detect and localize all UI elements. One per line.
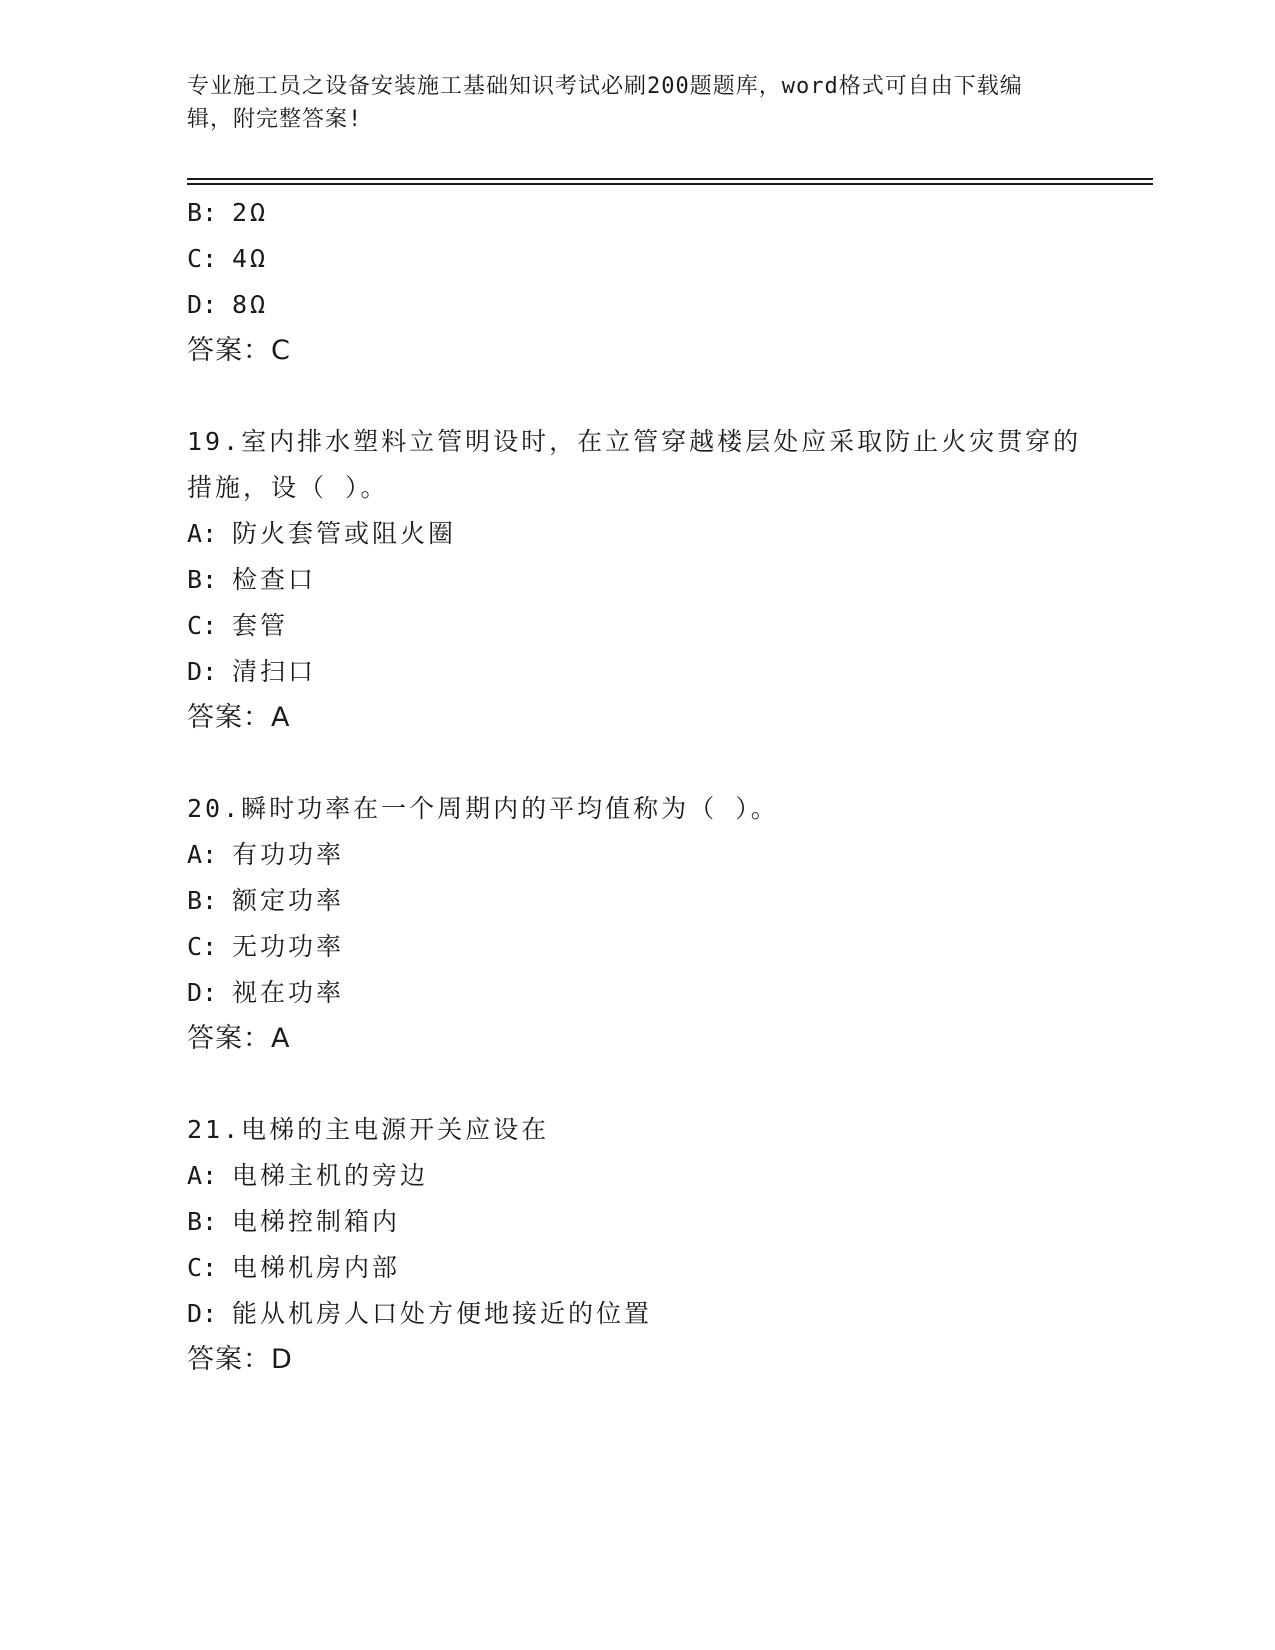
option-label: D: bbox=[187, 1299, 218, 1328]
option-text: 电梯机房内部 bbox=[232, 1253, 401, 1282]
option-label: D: bbox=[187, 657, 218, 686]
option-text: 4Ω bbox=[232, 244, 269, 273]
option-text: 有功功率 bbox=[232, 840, 345, 869]
question-title: 20.瞬时功率在一个周期内的平均值称为（ ）。 bbox=[187, 794, 779, 823]
option-label: B: bbox=[187, 565, 218, 594]
question-19 bbox=[187, 419, 1087, 741]
question-18-tail bbox=[187, 190, 1087, 374]
option-d bbox=[187, 970, 1087, 1016]
option-c bbox=[187, 603, 1087, 649]
option-text: 套管 bbox=[232, 611, 289, 640]
spacer bbox=[187, 1062, 1087, 1107]
option-label: D: bbox=[187, 978, 218, 1007]
option-text: 能从机房人口处方便地接近的位置 bbox=[232, 1299, 653, 1328]
option-label: A: bbox=[187, 1161, 218, 1190]
option-b bbox=[187, 557, 1087, 603]
answer-line: 答案：A bbox=[187, 1023, 291, 1054]
option-label: C: bbox=[187, 1253, 218, 1282]
option-label: C: bbox=[187, 244, 218, 273]
header-rule-bottom bbox=[187, 183, 1153, 185]
option-d bbox=[187, 282, 1087, 328]
option-b bbox=[187, 1199, 1087, 1245]
option-text: 防火套管或阻火圈 bbox=[232, 519, 457, 548]
option-c bbox=[187, 924, 1087, 970]
option-text: 8Ω bbox=[232, 290, 269, 319]
answer-line: 答案：C bbox=[187, 335, 291, 366]
option-text: 无功功率 bbox=[232, 932, 345, 961]
option-c bbox=[187, 236, 1087, 282]
question-title: 19.室内排水塑料立管明设时，在立管穿越楼层处应采取防止火灾贯穿的措施，设（ ）。 bbox=[187, 427, 1082, 502]
option-a bbox=[187, 832, 1087, 878]
question-21 bbox=[187, 1107, 1087, 1383]
option-label: C: bbox=[187, 932, 218, 961]
option-b bbox=[187, 190, 1087, 236]
option-b bbox=[187, 878, 1087, 924]
header-title: 专业施工员之设备安装施工基础知识考试必刷200题题库，word格式可自由下载编辑，附完整答案! bbox=[187, 74, 1023, 132]
option-label: B: bbox=[187, 1207, 218, 1236]
question-20 bbox=[187, 786, 1087, 1062]
spacer bbox=[187, 741, 1087, 786]
questions-content bbox=[187, 190, 1087, 1383]
option-a bbox=[187, 511, 1087, 557]
option-text: 电梯控制箱内 bbox=[232, 1207, 401, 1236]
option-label: C: bbox=[187, 611, 218, 640]
option-text: 电梯主机的旁边 bbox=[232, 1161, 429, 1190]
option-d bbox=[187, 649, 1087, 695]
option-text: 视在功率 bbox=[232, 978, 345, 1007]
option-label: A: bbox=[187, 840, 218, 869]
option-c bbox=[187, 1245, 1087, 1291]
option-label: A: bbox=[187, 519, 218, 548]
option-a bbox=[187, 1153, 1087, 1199]
option-label: D: bbox=[187, 290, 218, 319]
answer-line: 答案：D bbox=[187, 1344, 293, 1375]
answer-line: 答案：A bbox=[187, 702, 291, 733]
question-title: 21.电梯的主电源开关应设在 bbox=[187, 1115, 550, 1144]
spacer bbox=[187, 374, 1087, 419]
option-text: 检查口 bbox=[232, 565, 317, 594]
option-text: 2Ω bbox=[232, 198, 269, 227]
option-d bbox=[187, 1291, 1087, 1337]
option-label: B: bbox=[187, 886, 218, 915]
option-text: 清扫口 bbox=[232, 657, 317, 686]
header-rule-top bbox=[187, 178, 1153, 180]
option-label: B: bbox=[187, 198, 218, 227]
document-header bbox=[187, 70, 1067, 136]
option-text: 额定功率 bbox=[232, 886, 345, 915]
